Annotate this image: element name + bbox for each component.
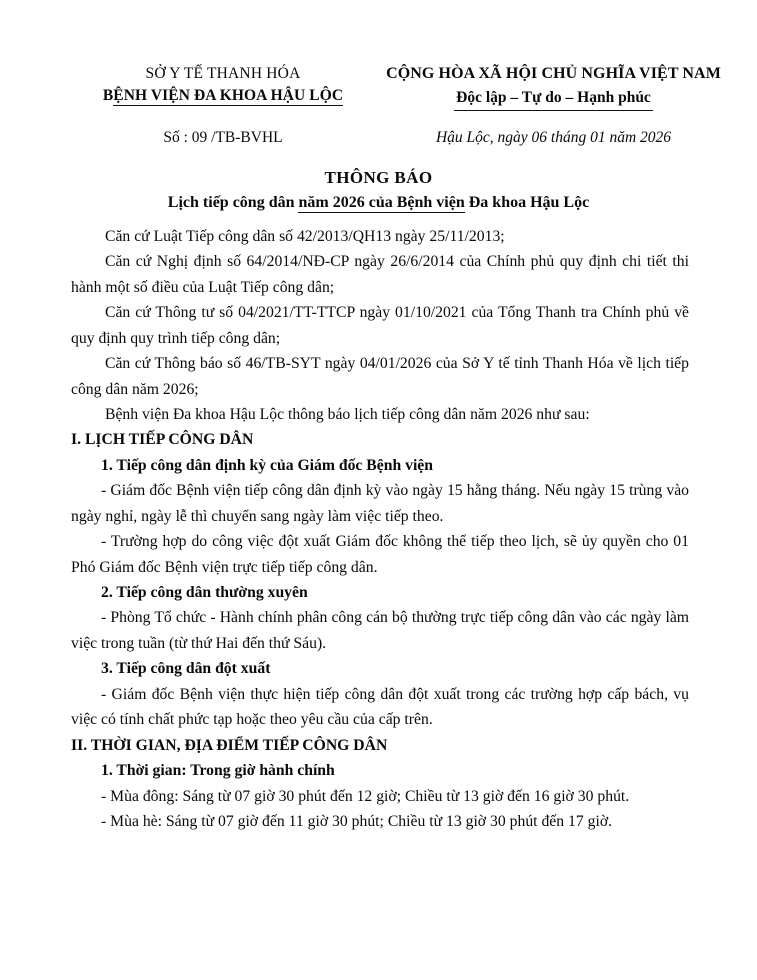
national-motto: Độc lập – Tự do – Hạnh phúc	[454, 86, 653, 111]
page-subtitle-tail: Đa khoa Hậu Lộc	[464, 193, 590, 211]
page-title: THÔNG BÁO	[324, 167, 433, 187]
body-paragraph: - Mùa đông: Sáng từ 07 giờ 30 phút đến 12 giờ; Chiều từ 13 giờ đến 16 giờ 30 phút.	[101, 787, 630, 805]
body-paragraph: - Giám đốc Bệnh viện thực hiện tiếp công dân đột xuất trong các trường hợp cấp bách, vụ việc có tính chất phức tạp hoặc theo yêu cầu của cấp trên.	[71, 685, 689, 729]
subsection-heading-i-2: 2. Tiếp công dân thường xuyên	[101, 584, 308, 602]
subsection-heading-i-3: 3. Tiếp công dân đột xuất	[101, 660, 271, 678]
page-subtitle	[0, 191, 757, 215]
section-heading-i: I. LỊCH TIẾP CÔNG DÂN	[71, 431, 254, 449]
place-and-date: Hậu Lộc, ngày 06 tháng 01 năm 2026	[435, 128, 672, 146]
superior-organization-name: SỞ Y TẾ THANH HÓA	[145, 65, 301, 82]
header-right-block	[368, 63, 739, 111]
document-meta-row	[0, 129, 757, 147]
document-number: Số : 09 /TB-BVHL	[163, 128, 283, 146]
organization-name	[78, 85, 368, 107]
body-paragraph: - Phòng Tổ chức - Hành chính phân công cán bộ thường trực tiếp công dân vào các ngày làm việc trong tuần (từ thứ Hai đến thứ Sáu).	[71, 609, 689, 652]
preamble-paragraph: Căn cứ Thông tư số 04/2021/TT-TTCP ngày 01/10/2021 của Tổng Thanh tra Chính phủ về quy định quy trình tiếp công dân;	[71, 304, 689, 347]
national-title: CỘNG HÒA XÃ HỘI CHỦ NGHĨA VIỆT NAM	[386, 65, 721, 82]
document-body	[71, 224, 689, 835]
body-paragraph: - Trường hợp do công việc đột xuất Giám đốc không thể tiếp theo lịch, sẽ ủy quyền cho 01 Phó Giám đốc Bệnh viện trực tiếp tiếp công dân.	[71, 533, 689, 576]
page-subtitle-underlined: năm 2026 của Bệnh viện	[298, 193, 465, 211]
preamble-paragraph: Căn cứ Thông báo số 46/TB-SYT ngày 04/01/2026 của Sở Y tế tỉnh Thanh Hóa về lịch tiếp công dân năm 2026;	[71, 355, 689, 398]
title-block	[0, 167, 757, 215]
intro-paragraph: Bệnh viện Đa khoa Hậu Lộc thông báo lịch tiếp công dân năm 2026 như sau:	[105, 405, 590, 423]
organization-name-prefix: B	[102, 87, 114, 104]
body-paragraph: - Giám đốc Bệnh viện tiếp công dân định kỳ vào ngày 15 hằng tháng. Nếu ngày 15 trùng vào ngày nghỉ, ngày lễ thì chuyển sang ngày làm việc tiếp theo.	[71, 482, 689, 525]
organization-name-underlined: ỆNH VIỆN ĐA KHOA HẬU LỘC	[113, 87, 344, 104]
document-header	[0, 0, 757, 111]
preamble-paragraph: Căn cứ Luật Tiếp công dân số 42/2013/QH13 ngày 25/11/2013;	[105, 227, 505, 245]
section-heading-ii: II. THỜI GIAN, ĐỊA ĐIỂM TIẾP CÔNG DÂN	[71, 736, 388, 754]
header-left-block	[78, 63, 368, 107]
page-subtitle-lead: Lịch tiếp công dân	[167, 193, 299, 211]
body-paragraph: - Mùa hè: Sáng từ 07 giờ đến 11 giờ 30 phút; Chiều từ 13 giờ 30 phút đến 17 giờ.	[101, 812, 613, 830]
preamble-paragraph: Căn cứ Nghị định số 64/2014/NĐ-CP ngày 26/6/2014 của Chính phủ quy định chi tiết thi hành một số điều của Luật Tiếp công dân;	[71, 253, 689, 296]
subsection-heading-ii-1: 1. Thời gian: Trong giờ hành chính	[101, 762, 335, 780]
subsection-heading-i-1: 1. Tiếp công dân định kỳ của Giám đốc Bệnh viện	[101, 456, 433, 474]
